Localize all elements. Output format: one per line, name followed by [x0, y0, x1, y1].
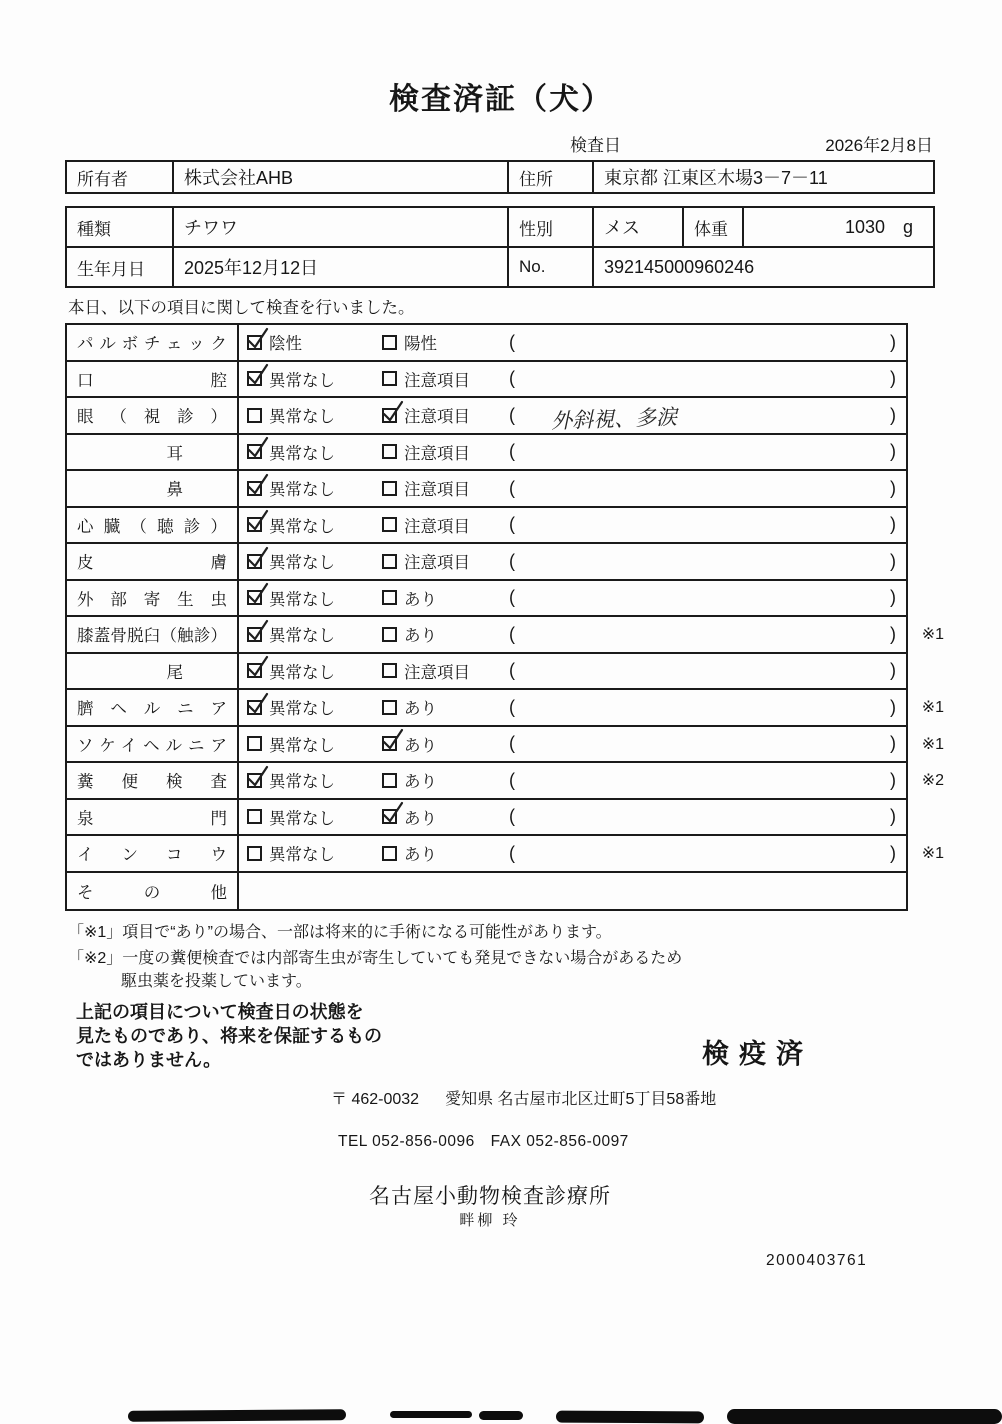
checklist-item-label	[67, 435, 239, 470]
note-paren-open: (	[509, 441, 515, 462]
checklist-item-label	[67, 836, 239, 871]
reference-mark: ※1	[921, 735, 944, 753]
note-paren-close: )	[890, 550, 896, 571]
option-2-label: あり	[404, 736, 437, 755]
note-paren-open: (	[509, 404, 515, 425]
handwritten-note	[515, 445, 890, 458]
option-1	[247, 586, 382, 610]
footnote-2-line2: 駆虫薬を投薬しています。	[121, 973, 312, 990]
checkbox-icon	[382, 809, 397, 824]
checklist-table	[65, 323, 944, 911]
handwritten-note	[515, 774, 890, 787]
handwritten-note	[515, 518, 890, 531]
checklist-row	[67, 325, 906, 362]
checklist-row	[67, 471, 906, 508]
checklist-row	[67, 763, 944, 800]
checklist-item-text: 鼻	[166, 481, 183, 500]
intro-text: 本日、以下の項目に関して検査を行いました。	[68, 299, 415, 317]
handwritten-note	[515, 810, 890, 823]
option-1	[247, 805, 382, 829]
note-paren-open: (	[509, 368, 515, 389]
checklist-row	[67, 362, 906, 399]
clinic-postal-code: 〒 462-0032	[331, 1091, 420, 1108]
option-2	[382, 805, 509, 829]
scan-artifact	[390, 1411, 472, 1418]
checklist-item-text: その他	[77, 883, 227, 902]
checkbox-icon	[382, 700, 397, 715]
option-1	[247, 695, 382, 719]
owner-value: 株式会社AHB	[172, 162, 507, 192]
option-1-label: 陰性	[269, 335, 302, 354]
note-paren-open: (	[509, 514, 515, 535]
option-1-label: 異常なし	[269, 809, 335, 828]
checkbox-icon	[382, 663, 397, 678]
handwritten-note	[515, 372, 890, 385]
note-paren-open: (	[509, 623, 515, 644]
checklist-options	[239, 476, 906, 500]
checklist-item-label	[67, 398, 239, 433]
checklist-item-text: 泉門	[77, 809, 227, 828]
checkbox-icon	[247, 408, 262, 423]
birthdate-label: 生年月日	[77, 259, 145, 279]
checklist-options	[239, 513, 906, 537]
option-2-label: 注意項目	[404, 481, 470, 500]
option-1-label: 異常なし	[269, 700, 335, 719]
handwritten-note	[515, 847, 890, 860]
option-2-label: あり	[404, 809, 437, 828]
checkbox-icon	[382, 590, 397, 605]
note-paren-open: (	[509, 477, 515, 498]
checklist-options	[239, 400, 906, 434]
weight-value-cell	[742, 208, 937, 246]
checklist-options	[239, 367, 906, 391]
option-1-label: 異常なし	[269, 481, 335, 500]
note-paren-open: (	[509, 587, 515, 608]
species-label: 種類	[77, 219, 111, 239]
option-2-label: 注意項目	[404, 517, 470, 536]
address-label: 住所	[507, 162, 592, 192]
option-2	[382, 549, 509, 573]
checkmark-icon	[246, 546, 270, 570]
checkmark-icon	[381, 400, 405, 424]
birthdate-value: 2025年12月12日	[172, 248, 507, 286]
checklist-options	[239, 841, 906, 865]
checkmark-icon	[246, 692, 270, 716]
checklist-options	[239, 622, 906, 646]
checklist-item-label	[67, 471, 239, 506]
checkbox-icon	[382, 627, 397, 642]
clinic-address-line	[331, 1086, 716, 1109]
option-1	[247, 403, 382, 427]
option-2	[382, 330, 509, 354]
option-1	[247, 513, 382, 537]
checklist-item-text: 臍ヘルニア	[77, 700, 227, 719]
clinic-tel-fax: TEL 052-856-0096 FAX 052-856-0097	[338, 1133, 629, 1150]
checklist-item-text: 尾	[166, 663, 183, 682]
checklist-item-label	[67, 873, 239, 910]
checklist-options	[239, 805, 906, 829]
option-1-label: 異常なし	[269, 517, 335, 536]
note-paren-close: )	[890, 441, 896, 462]
checklist-row	[67, 727, 944, 764]
checkbox-icon	[247, 554, 262, 569]
checklist-item-text: 膝蓋骨脱臼（触診）	[77, 627, 227, 646]
reference-mark: ※2	[921, 772, 944, 790]
checkbox-icon	[247, 627, 262, 642]
option-2	[382, 476, 509, 500]
option-1	[247, 330, 382, 354]
option-1	[247, 659, 382, 683]
reference-mark: ※1	[921, 699, 944, 717]
footnote-1: 「※1」項目で“あり”の場合、一部は将来的に手術になる可能性があります。	[68, 924, 612, 941]
checklist-item-text: 眼（視診）	[77, 408, 227, 427]
checklist-item-text: 口腔	[77, 371, 227, 390]
option-2-label: 注意項目	[404, 444, 470, 463]
option-2-label: 注意項目	[404, 408, 470, 427]
disclaimer-text	[76, 1000, 382, 1072]
checkbox-icon	[247, 846, 262, 861]
quarantine-passed-stamp: 検疫済	[702, 1039, 813, 1069]
checkbox-icon	[247, 371, 262, 386]
note-paren-close: )	[890, 733, 896, 754]
species-value: チワワ	[172, 208, 507, 246]
checkbox-icon	[247, 700, 262, 715]
disclaimer-line-2: 見たものであり、将来を保証するもの	[76, 1026, 382, 1046]
serial-number: 2000403761	[766, 1252, 868, 1269]
checkbox-icon	[247, 481, 262, 496]
checklist-item-label	[67, 617, 239, 652]
handwritten-note	[515, 737, 890, 750]
pet-info-row-2	[67, 248, 933, 286]
option-2	[382, 622, 509, 646]
checklist-item-text: 糞便検査	[77, 773, 227, 792]
checkbox-icon	[382, 371, 397, 386]
option-1-label: 異常なし	[269, 736, 335, 755]
checklist-item-text: 耳	[166, 444, 183, 463]
checklist-options	[239, 549, 906, 573]
clinic-name: 名古屋小動物検査診療所	[369, 1185, 611, 1208]
checkbox-icon	[382, 554, 397, 569]
checkmark-icon	[381, 801, 405, 825]
checklist-row	[67, 800, 906, 837]
checkmark-icon	[381, 728, 405, 752]
checklist-item-text: 外部寄生虫	[77, 590, 227, 609]
reference-mark: ※1	[921, 845, 944, 863]
option-1	[247, 768, 382, 792]
scan-artifact	[128, 1409, 346, 1422]
handwritten-note	[515, 628, 890, 641]
address-value: 東京都 江東区木場3－7－11	[592, 162, 937, 192]
checkbox-icon	[382, 481, 397, 496]
scan-artifact	[727, 1409, 1002, 1424]
checkbox-icon	[247, 736, 262, 751]
checkmark-icon	[246, 436, 270, 460]
note-paren-open: (	[509, 733, 515, 754]
checkmark-icon	[246, 473, 270, 497]
checklist-row	[67, 690, 944, 727]
checklist-row	[67, 508, 906, 545]
option-2	[382, 403, 509, 427]
option-2	[382, 367, 509, 391]
checklist-row	[67, 398, 906, 435]
checkmark-icon	[246, 582, 270, 606]
handwritten-note	[515, 591, 890, 604]
pet-info-table	[65, 206, 935, 288]
checklist-item-label	[67, 800, 239, 835]
option-2	[382, 695, 509, 719]
scan-artifact	[479, 1411, 523, 1420]
checklist-options	[239, 695, 906, 719]
checkbox-icon	[247, 517, 262, 532]
checkmark-icon	[246, 655, 270, 679]
weight-value: 1030	[844, 216, 885, 237]
checklist-item-label	[67, 325, 239, 360]
weight-unit: g	[902, 216, 913, 237]
option-1	[247, 841, 382, 865]
checkmark-icon	[246, 509, 270, 533]
option-1-label: 異常なし	[269, 663, 335, 682]
checkbox-icon	[247, 663, 262, 678]
pet-info-row-1	[67, 208, 933, 248]
checkbox-icon	[247, 335, 262, 350]
checklist-options	[239, 586, 906, 610]
option-2-label: 注意項目	[404, 371, 470, 390]
note-paren-open: (	[509, 806, 515, 827]
option-2	[382, 440, 509, 464]
checklist-row	[67, 617, 944, 654]
note-paren-close: )	[890, 769, 896, 790]
scan-artifact	[556, 1411, 704, 1424]
option-2-label: あり	[404, 773, 437, 792]
inspection-date-row	[65, 131, 935, 155]
handwritten-note	[515, 701, 890, 714]
checkbox-icon	[382, 517, 397, 532]
inspection-date-label: 検査日	[570, 136, 621, 155]
note-paren-open: (	[509, 331, 515, 352]
note-paren-open: (	[509, 842, 515, 863]
checklist-item-text: 皮膚	[77, 554, 227, 573]
handwritten-note	[515, 336, 890, 349]
checklist-item-label	[67, 727, 239, 762]
handwritten-note	[515, 482, 890, 495]
sex-value: メス	[592, 208, 682, 246]
note-paren-close: )	[890, 331, 896, 352]
checklist-item-label	[67, 581, 239, 616]
option-2-label: 陽性	[404, 335, 437, 354]
clinic-address: 愛知県 名古屋市北区辻町5丁目58番地	[445, 1091, 717, 1108]
option-1-label: 異常なし	[269, 846, 335, 865]
note-paren-close: )	[890, 514, 896, 535]
checklist-options	[239, 440, 906, 464]
checklist-item-text: ソケイヘルニア	[77, 736, 227, 755]
option-1	[247, 622, 382, 646]
checklist-item-label	[67, 690, 239, 725]
checkmark-icon	[246, 363, 270, 387]
checkbox-icon	[247, 444, 262, 459]
checkmark-icon	[246, 765, 270, 789]
option-1-label: 異常なし	[269, 371, 335, 390]
checklist-row	[67, 581, 906, 618]
disclaimer-line-3: ではありません。	[76, 1050, 222, 1070]
owner-table	[65, 160, 935, 194]
option-1-label: 異常なし	[269, 590, 335, 609]
option-1-label: 異常なし	[269, 773, 335, 792]
footnote-2-line1: 「※2」一度の糞便検査では内部寄生虫が寄生していても発見できない場合があるため	[68, 950, 683, 967]
note-paren-close: )	[890, 842, 896, 863]
option-2-label: あり	[404, 590, 437, 609]
option-2	[382, 841, 509, 865]
owner-label: 所有者	[77, 169, 128, 189]
checkbox-icon	[247, 809, 262, 824]
checklist-item-label	[67, 362, 239, 397]
checklist-item-label	[67, 763, 239, 798]
option-1-label: 異常なし	[269, 554, 335, 573]
option-1	[247, 549, 382, 573]
handwritten-note: 外斜視、多涙	[550, 406, 678, 434]
option-1	[247, 367, 382, 391]
checklist-options	[239, 659, 906, 683]
option-2	[382, 513, 509, 537]
checklist-row	[67, 544, 906, 581]
note-paren-open: (	[509, 660, 515, 681]
inspection-date-value: 2026年2月8日	[825, 136, 933, 155]
checkbox-icon	[382, 773, 397, 788]
checklist-item-label	[67, 654, 239, 689]
checklist-item-text: 心臓（聴診）	[77, 517, 227, 536]
option-2	[382, 732, 509, 756]
checkbox-icon	[382, 736, 397, 751]
handwritten-note	[515, 664, 890, 677]
checklist-options	[239, 732, 906, 756]
checkbox-icon	[382, 444, 397, 459]
disclaimer-line-1: 上記の項目について検査日の状態を	[76, 1002, 364, 1022]
no-value: 392145000960246	[592, 248, 937, 286]
checklist-row	[67, 654, 906, 691]
sex-label: 性別	[507, 208, 592, 246]
checklist-item-text: パルボチェック	[77, 335, 227, 354]
note-paren-open: (	[509, 696, 515, 717]
option-2	[382, 586, 509, 610]
reference-mark: ※1	[921, 626, 944, 644]
option-2-label: あり	[404, 627, 437, 646]
option-2-label: 注意項目	[404, 663, 470, 682]
note-paren-close: )	[890, 477, 896, 498]
option-2	[382, 768, 509, 792]
note-paren-close: )	[890, 660, 896, 681]
note-paren-close: )	[890, 587, 896, 608]
checklist-item-label	[67, 508, 239, 543]
checkmark-icon	[246, 619, 270, 643]
note-paren-close: )	[890, 368, 896, 389]
no-label: No.	[507, 248, 592, 286]
option-2	[382, 659, 509, 683]
checkbox-icon	[382, 408, 397, 423]
checklist-row	[67, 435, 906, 472]
note-paren-close: )	[890, 806, 896, 827]
checkbox-icon	[382, 846, 397, 861]
document-title: 検査済証（犬）	[389, 83, 613, 116]
option-2-label: あり	[404, 700, 437, 719]
option-2-label: あり	[404, 846, 437, 865]
checklist-options	[239, 768, 906, 792]
option-1	[247, 476, 382, 500]
checkbox-icon	[247, 773, 262, 788]
option-2-label: 注意項目	[404, 554, 470, 573]
option-1	[247, 732, 382, 756]
checkbox-icon	[247, 590, 262, 605]
option-1	[247, 440, 382, 464]
checkbox-icon	[382, 335, 397, 350]
note-paren-open: (	[509, 769, 515, 790]
checklist-row	[67, 836, 944, 873]
note-paren-open: (	[509, 550, 515, 571]
option-1-label: 異常なし	[269, 627, 335, 646]
checklist-item-text: インコウ	[77, 846, 227, 865]
option-1-label: 異常なし	[269, 444, 335, 463]
note-paren-close: )	[890, 404, 896, 425]
note-paren-close: )	[890, 623, 896, 644]
checkmark-icon	[246, 327, 270, 351]
handwritten-note	[515, 555, 890, 568]
option-1-label: 異常なし	[269, 408, 335, 427]
note-paren-close: )	[890, 696, 896, 717]
checklist-item-label	[67, 544, 239, 579]
checklist-row	[67, 873, 906, 910]
weight-label: 体重	[682, 208, 742, 246]
veterinarian-name: 畔柳 玲	[459, 1212, 521, 1229]
checklist-options	[239, 330, 906, 354]
